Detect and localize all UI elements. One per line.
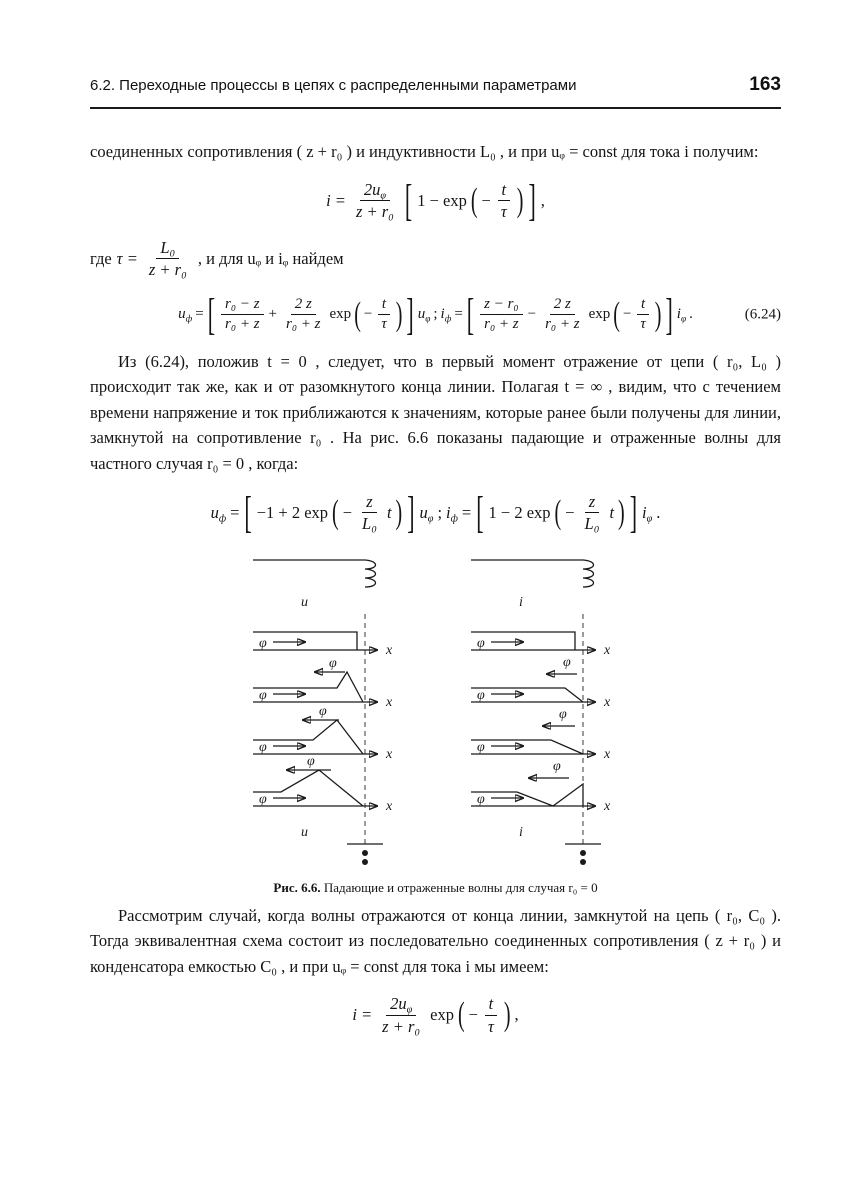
terminal-dot — [580, 850, 586, 856]
fraction-t-tau: $\frac{t}{\tau}$ — [636, 295, 649, 335]
one-minus-exp: 1 − exp — [417, 191, 467, 211]
phi-label: φ — [476, 792, 485, 808]
phi-label: φ — [258, 740, 267, 756]
inductor-icon — [365, 560, 376, 587]
paragraph-capacitive-case: Рассмотрим случай, когда волны отражаются от конца линии, замкнутой на цепь ( r₀, C₀ ). Тогда эквивалентная схема состоит из последовательно соединенных сопротивления ( z + r₀ ) и конденсатора емкостью C₀ , и при uᵩ = const для тока i мы имеем: — [90, 905, 781, 976]
fraction — [378, 993, 424, 1037]
comma: , — [540, 191, 545, 211]
x-axis-label: x — [385, 747, 392, 763]
i-label: i — [518, 825, 523, 841]
paren-close: ) — [618, 493, 625, 532]
phi-label: φ — [476, 740, 485, 756]
fraction-t-tau: $\frac{t}{\tau}$ — [497, 179, 511, 223]
paren-open: ( — [457, 996, 465, 1034]
paren-open: ( — [332, 493, 339, 532]
formula-current-capacitive — [90, 993, 781, 1037]
phi-label: φ — [306, 754, 315, 770]
lhs-current: i = — [326, 191, 346, 211]
paren-close: ) — [395, 296, 403, 334]
phi-label: φ — [558, 707, 567, 723]
minus-operator: − — [527, 306, 537, 323]
paren-open: ( — [554, 493, 562, 532]
fraction-2z: $\frac{2 z}{\text{r₀ + z}}$ — [286, 295, 321, 333]
fraction-z-minus-r0: $\frac{\text{z − r₀}}{\text{r₀ + z}}$ — [480, 295, 523, 335]
formula-6-24-body — [178, 288, 693, 339]
bracket-close: ] — [665, 288, 673, 339]
x-axis-label: x — [603, 799, 610, 815]
paren-open: ( — [613, 296, 620, 334]
fraction-r0-minus-z: $\frac{\text{r₀ − z}}{\text{r₀ + z}}$ — [221, 295, 264, 335]
phi-label: φ — [258, 636, 267, 652]
wave-profile-row4 — [253, 770, 363, 806]
bracket-open: [ — [404, 174, 413, 225]
phi-label: φ — [328, 656, 337, 672]
phi-label: φ — [258, 688, 267, 704]
minus-one-plus: −1 + 2 exp — [256, 502, 329, 522]
u-incident: $u_\varphi$ — [419, 502, 434, 525]
formula-body — [352, 993, 518, 1037]
x-axis-label: x — [385, 695, 392, 711]
x-axis-label: x — [603, 695, 610, 711]
wave-profile-row2 — [471, 688, 583, 702]
page-header — [90, 70, 781, 99]
terminal-dot — [362, 850, 368, 856]
u-reflected: $u_ф$ — [178, 306, 193, 325]
paragraph-intro: соединенных сопротивления ( z + r₀ ) и индуктивности L₀ , и при uᵩ = const для тока i получим: — [90, 142, 759, 162]
equals-sign: = — [195, 306, 204, 323]
i-incident: $i_\varphi$ — [642, 502, 653, 525]
t-variable: t — [386, 502, 392, 522]
phi-label: φ — [476, 636, 485, 652]
figure-6-6 — [90, 548, 781, 898]
terminal-dot — [580, 859, 586, 865]
page-number: 163 — [749, 74, 781, 95]
fraction-denominator: z + r₀ — [355, 202, 394, 222]
formula-r0-zero — [90, 486, 781, 537]
equation-number: (6.24) — [744, 306, 781, 323]
i-label: i — [518, 595, 523, 611]
inductor-icon — [583, 560, 594, 587]
minus-sign: − — [468, 1005, 478, 1025]
paragraph-discussion: Из (6.24), положив t = 0 , следует, что в первый момент отражение от цепи ( r₀, L₀ ) происходит так же, как и от разомкнутого конца линии. Полагая t = ∞ , видим, что с течением времени напряжение и ток приближаются к значениям, которые ранее были получены для линии, замкнутой на сопротивление r₀ . На рис. 6.6 показаны падающие и отраженные волны для частного случая r₀ = 0 , когда: — [90, 351, 781, 473]
equals-sign: = — [454, 306, 463, 323]
paren-close: ) — [503, 996, 511, 1034]
i-column — [471, 560, 611, 865]
formula-6-24 — [90, 288, 781, 339]
phi-label: φ — [552, 759, 561, 775]
exp-word: exp — [329, 306, 352, 323]
minus-sign: − — [622, 306, 632, 323]
fraction-2z: $\frac{2 z}{\text{r₀ + z}}$ — [545, 295, 580, 333]
minus-sign: − — [342, 502, 353, 522]
x-axis-label: x — [385, 643, 392, 659]
header-rule — [90, 107, 781, 109]
x-axis-label: x — [385, 799, 392, 815]
formula-body — [210, 486, 661, 537]
wave-profile-row3 — [253, 720, 363, 754]
x-axis-label: x — [603, 747, 610, 763]
wave-profile-row1 — [253, 632, 357, 650]
plus-sign: + — [268, 306, 277, 323]
minus-sign: − — [363, 306, 373, 323]
paren-close: ) — [395, 493, 403, 532]
phi-label: φ — [318, 704, 327, 720]
fraction-numerator: $2u_\varphi$ — [386, 993, 416, 1015]
terminal-dot — [362, 859, 368, 865]
minus-sign: − — [481, 191, 491, 211]
wave-profile-row2 — [253, 672, 363, 702]
bracket-open: [ — [244, 486, 252, 537]
semicolon: ; — [433, 306, 438, 323]
bracket-close: ] — [629, 486, 638, 537]
wave-profile-row3 — [471, 740, 583, 754]
minus-sign: − — [565, 502, 575, 522]
wave-profile-row4 — [471, 784, 583, 806]
u-label: u — [300, 825, 308, 841]
figure-caption — [273, 878, 597, 898]
fraction-t-tau: $\frac{t}{\tau}$ — [484, 993, 498, 1037]
equals-sign: = — [230, 502, 240, 522]
paren-close: ) — [654, 296, 662, 334]
formula-current-inductive — [90, 174, 781, 225]
i-reflected: $i_ф$ — [446, 502, 458, 525]
exp-word: exp — [588, 306, 611, 323]
wave-profile-row1 — [471, 632, 575, 650]
u-incident: $u_\varphi$ — [417, 306, 431, 325]
phi-label: φ — [476, 688, 485, 704]
fraction-z-L0: $\frac{z}{\text{L₀}}$ — [362, 491, 377, 533]
equals-sign: = — [461, 502, 472, 522]
phi-label: φ — [562, 655, 571, 671]
u-column — [253, 560, 393, 865]
t-variable: t — [609, 502, 615, 522]
wave-diagram-svg — [231, 548, 641, 870]
where-tail: , и для uᵩ и iᵩ найдем — [197, 249, 344, 269]
u-label: u — [300, 595, 308, 611]
period: . — [656, 502, 661, 522]
paren-open: ( — [470, 182, 478, 220]
bracket-close: ] — [406, 288, 414, 339]
section-title: 6.2. Переходные процессы в цепях с распределенными параметрами — [90, 77, 577, 94]
bracket-close: ] — [528, 174, 536, 225]
i-reflected: $i_ф$ — [440, 306, 452, 325]
bracket-close: ] — [407, 486, 415, 537]
fraction-numerator: $2u_\varphi$ — [360, 179, 390, 201]
comma: , — [514, 1005, 519, 1025]
where-word: где — [90, 249, 112, 269]
i-incident: $i_\varphi$ — [676, 306, 687, 325]
lhs-current: i = — [352, 1005, 373, 1025]
figure-caption-text: Падающие и отраженные волны для случая r₀ = 0 — [323, 880, 598, 896]
where-tau-line — [90, 237, 781, 281]
exp-word: exp — [430, 1005, 454, 1025]
formula-body — [326, 174, 545, 225]
fraction-L0: $\frac{\text{L₀}}{\text{z + r₀}}$ — [148, 237, 187, 280]
figure-caption-label: Рис. 6.6. — [273, 880, 321, 896]
fraction — [352, 179, 398, 223]
x-axis-label: x — [603, 643, 610, 659]
one-minus-two-exp: 1 − 2 exp — [488, 502, 551, 522]
bracket-open: [ — [476, 486, 484, 537]
bracket-open: [ — [207, 288, 216, 339]
fraction-t-tau: $\frac{t}{\tau}$ — [377, 295, 390, 335]
bracket-open: [ — [466, 288, 475, 339]
semicolon: ; — [437, 502, 443, 522]
fraction-z-L0: $\frac{z}{\text{L₀}}$ — [584, 491, 600, 533]
paren-open: ( — [354, 296, 361, 334]
u-reflected: $u_ф$ — [210, 502, 227, 525]
tau-equals: τ = — [116, 249, 138, 269]
period: . — [689, 306, 693, 323]
fraction-denominator: z + r₀ — [382, 1016, 421, 1036]
paren-close: ) — [516, 182, 524, 220]
phi-label: φ — [258, 792, 267, 808]
